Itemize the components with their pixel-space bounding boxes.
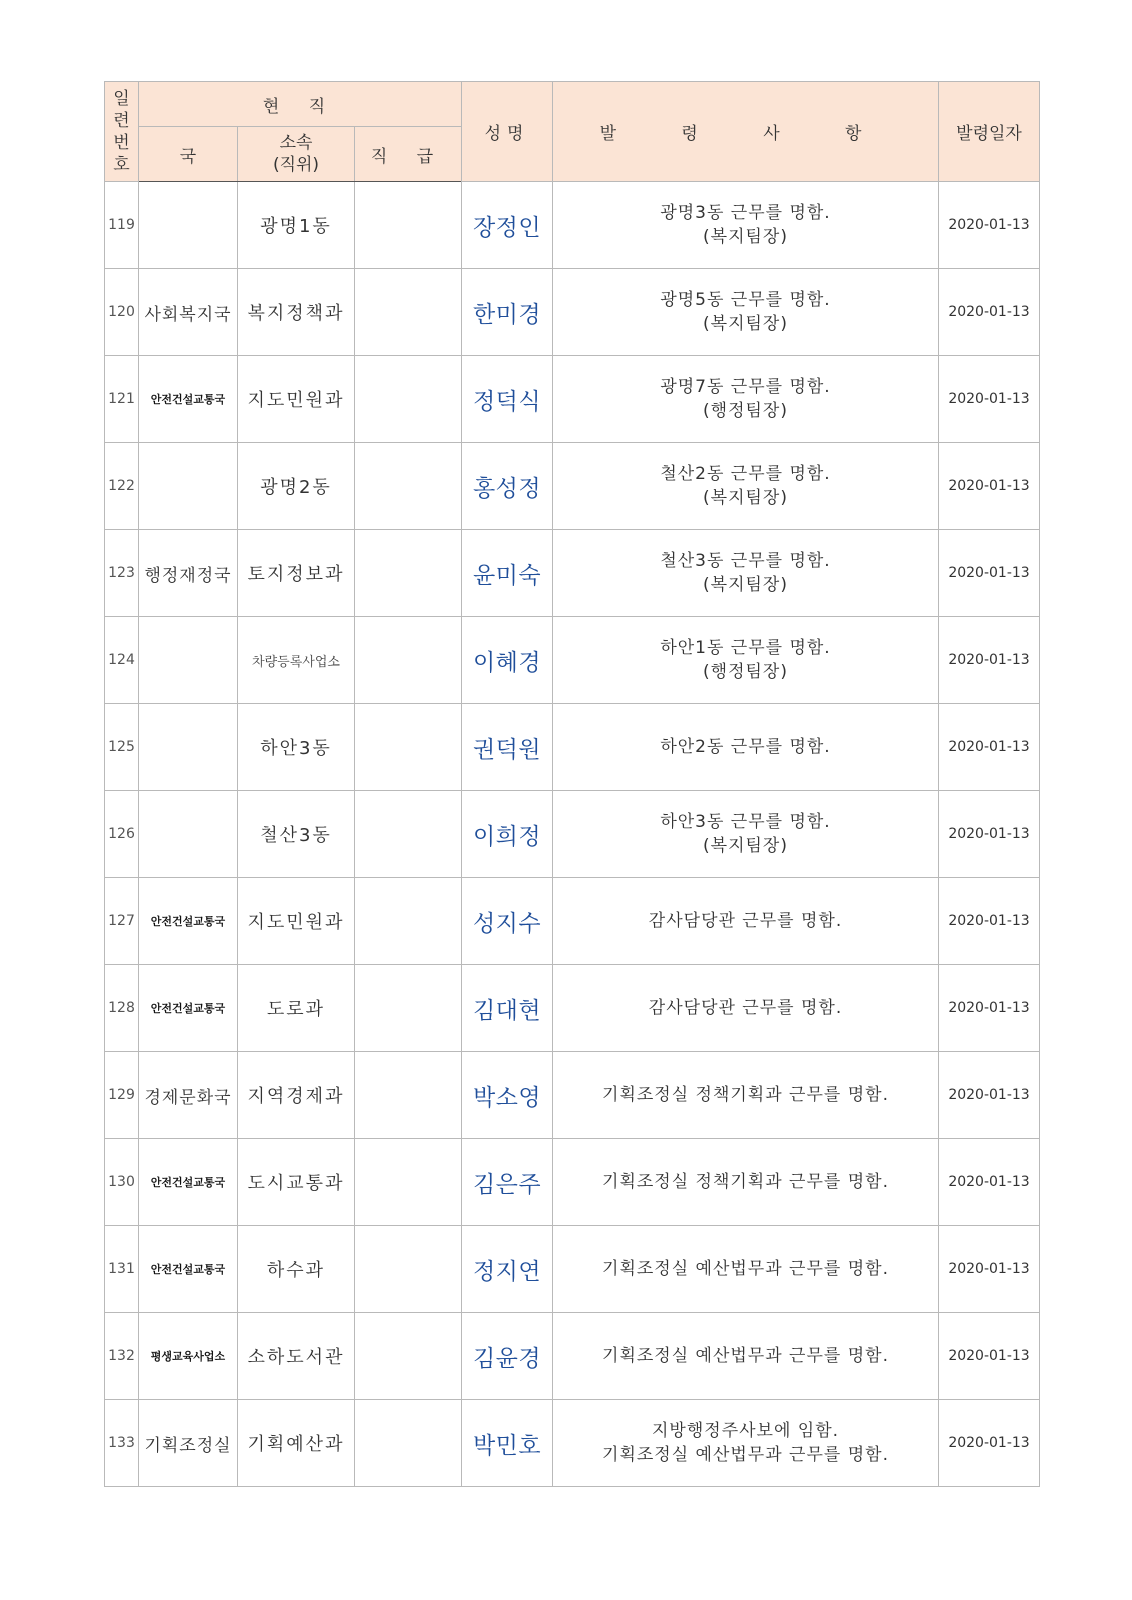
- bureau-cell: 안전건설교통국: [139, 1139, 238, 1226]
- serial-number-cell: 119: [105, 182, 139, 269]
- grade-cell: [355, 182, 462, 269]
- bureau-cell: 안전건설교통국: [139, 878, 238, 965]
- appointment-date-cell: 2020-01-13: [939, 791, 1040, 878]
- grade-cell: [355, 791, 462, 878]
- employee-name-cell: 김대현: [462, 965, 553, 1052]
- bureau-cell: 행정재정국: [139, 530, 238, 617]
- table-row: [105, 269, 1040, 356]
- department-cell: 지도민원과: [238, 878, 355, 965]
- appointment-line: (복지팀장): [703, 314, 788, 334]
- appointment-date-cell: 2020-01-13: [939, 704, 1040, 791]
- appointment-details-cell: [553, 1052, 939, 1139]
- appointment-line: (복지팀장): [703, 575, 788, 595]
- appointment-line: (복지팀장): [703, 227, 788, 247]
- appointment-date-cell: 2020-01-13: [939, 617, 1040, 704]
- appointment-details-cell: [553, 1313, 939, 1400]
- grade-header: 직 급: [355, 127, 462, 182]
- appointment-line: 광명7동 근무를 명함.: [660, 377, 831, 397]
- table-row: [105, 356, 1040, 443]
- employee-name-cell: 정덕식: [462, 356, 553, 443]
- personnel-appointment-table: [104, 81, 1040, 1487]
- serial-number-cell: 131: [105, 1226, 139, 1313]
- appointment-details-cell: [553, 182, 939, 269]
- bureau-cell: 경제문화국: [139, 1052, 238, 1139]
- appointment-date-cell: 2020-01-13: [939, 965, 1040, 1052]
- table-row: [105, 1400, 1040, 1487]
- appointment-date-cell: 2020-01-13: [939, 443, 1040, 530]
- appointment-details-cell: [553, 443, 939, 530]
- employee-name-cell: 김은주: [462, 1139, 553, 1226]
- grade-cell: [355, 1052, 462, 1139]
- grade-cell: [355, 443, 462, 530]
- bureau-cell: 사회복지국: [139, 269, 238, 356]
- department-cell: 하수과: [238, 1226, 355, 1313]
- appointment-details-cell: [553, 1226, 939, 1313]
- serial-number-cell: 126: [105, 791, 139, 878]
- grade-cell: [355, 1400, 462, 1487]
- bureau-header: 국: [139, 127, 238, 182]
- department-cell: 복지정책과: [238, 269, 355, 356]
- serial-number-cell: 133: [105, 1400, 139, 1487]
- department-cell: 지역경제과: [238, 1052, 355, 1139]
- table-row: [105, 878, 1040, 965]
- appointment-line: 기획조정실 예산법무과 근무를 명함.: [602, 1259, 889, 1279]
- appointment-line: (복지팀장): [703, 836, 788, 856]
- department-cell: 광명1동: [238, 182, 355, 269]
- appointment-line: 기획조정실 정책기획과 근무를 명함.: [602, 1172, 889, 1192]
- serial-number-cell: 125: [105, 704, 139, 791]
- appointment-date-cell: 2020-01-13: [939, 1400, 1040, 1487]
- serial-number-cell: 130: [105, 1139, 139, 1226]
- employee-name-cell: 이희정: [462, 791, 553, 878]
- appointment-details-cell: [553, 530, 939, 617]
- grade-cell: [355, 356, 462, 443]
- bureau-cell: 안전건설교통국: [139, 356, 238, 443]
- appointment-line: 지방행정주사보에 임함.: [652, 1421, 840, 1441]
- grade-cell: [355, 617, 462, 704]
- appointment-details-cell: [553, 878, 939, 965]
- employee-name-cell: 이혜경: [462, 617, 553, 704]
- serial-number-cell: 120: [105, 269, 139, 356]
- appointment-date-cell: 2020-01-13: [939, 1052, 1040, 1139]
- table-row: [105, 965, 1040, 1052]
- serial-number-cell: 122: [105, 443, 139, 530]
- appointment-date-cell: 2020-01-13: [939, 1139, 1040, 1226]
- serial-number-cell: 127: [105, 878, 139, 965]
- department-cell: 철산3동: [238, 791, 355, 878]
- appointment-details-cell: [553, 965, 939, 1052]
- table-row: [105, 704, 1040, 791]
- affiliation-header: 소속 (직위): [238, 127, 355, 182]
- serial-number-header: 일 련 번 호: [105, 82, 139, 182]
- appointment-date-cell: 2020-01-13: [939, 1226, 1040, 1313]
- appointment-line: 감사담당관 근무를 명함.: [648, 911, 843, 931]
- grade-cell: [355, 269, 462, 356]
- department-cell: 도로과: [238, 965, 355, 1052]
- table-row: [105, 617, 1040, 704]
- appointment-date-cell: 2020-01-13: [939, 878, 1040, 965]
- grade-cell: [355, 704, 462, 791]
- table-row: [105, 443, 1040, 530]
- grade-cell: [355, 878, 462, 965]
- serial-number-cell: 121: [105, 356, 139, 443]
- name-header: 성명: [462, 82, 553, 182]
- bureau-cell: [139, 791, 238, 878]
- table-row: [105, 1139, 1040, 1226]
- department-cell: 소하도서관: [238, 1313, 355, 1400]
- employee-name-cell: 김윤경: [462, 1313, 553, 1400]
- bureau-cell: [139, 704, 238, 791]
- bureau-cell: [139, 182, 238, 269]
- bureau-cell: 기획조정실: [139, 1400, 238, 1487]
- appointment-details-cell: [553, 1400, 939, 1487]
- appointment-date-cell: 2020-01-13: [939, 1313, 1040, 1400]
- grade-cell: [355, 1226, 462, 1313]
- department-cell: 기획예산과: [238, 1400, 355, 1487]
- appointment-date-cell: 2020-01-13: [939, 182, 1040, 269]
- grade-cell: [355, 1313, 462, 1400]
- appointment-header: 발 령 사 항: [553, 82, 939, 182]
- appointment-line: 기획조정실 정책기획과 근무를 명함.: [602, 1085, 889, 1105]
- appointment-line: 광명3동 근무를 명함.: [660, 203, 831, 223]
- bureau-cell: 안전건설교통국: [139, 965, 238, 1052]
- department-cell: 토지정보과: [238, 530, 355, 617]
- bureau-cell: [139, 617, 238, 704]
- employee-name-cell: 윤미숙: [462, 530, 553, 617]
- employee-name-cell: 박소영: [462, 1052, 553, 1139]
- table-row: [105, 791, 1040, 878]
- department-cell: 광명2동: [238, 443, 355, 530]
- grade-cell: [355, 530, 462, 617]
- table-row: [105, 1052, 1040, 1139]
- appointment-details-cell: [553, 704, 939, 791]
- department-cell: 하안3동: [238, 704, 355, 791]
- appointment-line: 하안1동 근무를 명함.: [660, 638, 831, 658]
- table-row: [105, 182, 1040, 269]
- bureau-cell: 안전건설교통국: [139, 1226, 238, 1313]
- appointment-details-cell: [553, 791, 939, 878]
- grade-cell: [355, 965, 462, 1052]
- appointment-line: 감사담당관 근무를 명함.: [648, 998, 843, 1018]
- department-cell: 지도민원과: [238, 356, 355, 443]
- employee-name-cell: 정지연: [462, 1226, 553, 1313]
- employee-name-cell: 한미경: [462, 269, 553, 356]
- table-row: [105, 1313, 1040, 1400]
- appointment-line: 기획조정실 예산법무과 근무를 명함.: [602, 1445, 889, 1465]
- appointment-line: 철산2동 근무를 명함.: [660, 464, 831, 484]
- date-header: 발령일자: [939, 82, 1040, 182]
- serial-number-cell: 124: [105, 617, 139, 704]
- employee-name-cell: 박민호: [462, 1400, 553, 1487]
- employee-name-cell: 홍성정: [462, 443, 553, 530]
- grade-cell: [355, 1139, 462, 1226]
- appointment-date-cell: 2020-01-13: [939, 530, 1040, 617]
- bureau-cell: 평생교육사업소: [139, 1313, 238, 1400]
- serial-number-cell: 123: [105, 530, 139, 617]
- employee-name-cell: 권덕원: [462, 704, 553, 791]
- appointment-details-cell: [553, 617, 939, 704]
- appointment-line: 기획조정실 예산법무과 근무를 명함.: [602, 1346, 889, 1366]
- employee-name-cell: 성지수: [462, 878, 553, 965]
- appointment-date-cell: 2020-01-13: [939, 356, 1040, 443]
- appointment-line: (행정팀장): [703, 662, 788, 682]
- appointment-line: (행정팀장): [703, 401, 788, 421]
- appointment-details-cell: [553, 1139, 939, 1226]
- current-post-header: 현 직: [139, 82, 462, 127]
- bureau-cell: [139, 443, 238, 530]
- serial-number-cell: 128: [105, 965, 139, 1052]
- appointment-line: 광명5동 근무를 명함.: [660, 290, 831, 310]
- appointment-line: 하안3동 근무를 명함.: [660, 812, 831, 832]
- serial-number-cell: 132: [105, 1313, 139, 1400]
- table-row: [105, 1226, 1040, 1313]
- appointment-line: (복지팀장): [703, 488, 788, 508]
- table-row: [105, 530, 1040, 617]
- appointment-line: 하안2동 근무를 명함.: [660, 737, 831, 757]
- appointment-details-cell: [553, 269, 939, 356]
- appointment-date-cell: 2020-01-13: [939, 269, 1040, 356]
- serial-number-cell: 129: [105, 1052, 139, 1139]
- employee-name-cell: 장정인: [462, 182, 553, 269]
- department-cell: 차량등록사업소: [238, 617, 355, 704]
- department-cell: 도시교통과: [238, 1139, 355, 1226]
- appointment-line: 철산3동 근무를 명함.: [660, 551, 831, 571]
- appointment-details-cell: [553, 356, 939, 443]
